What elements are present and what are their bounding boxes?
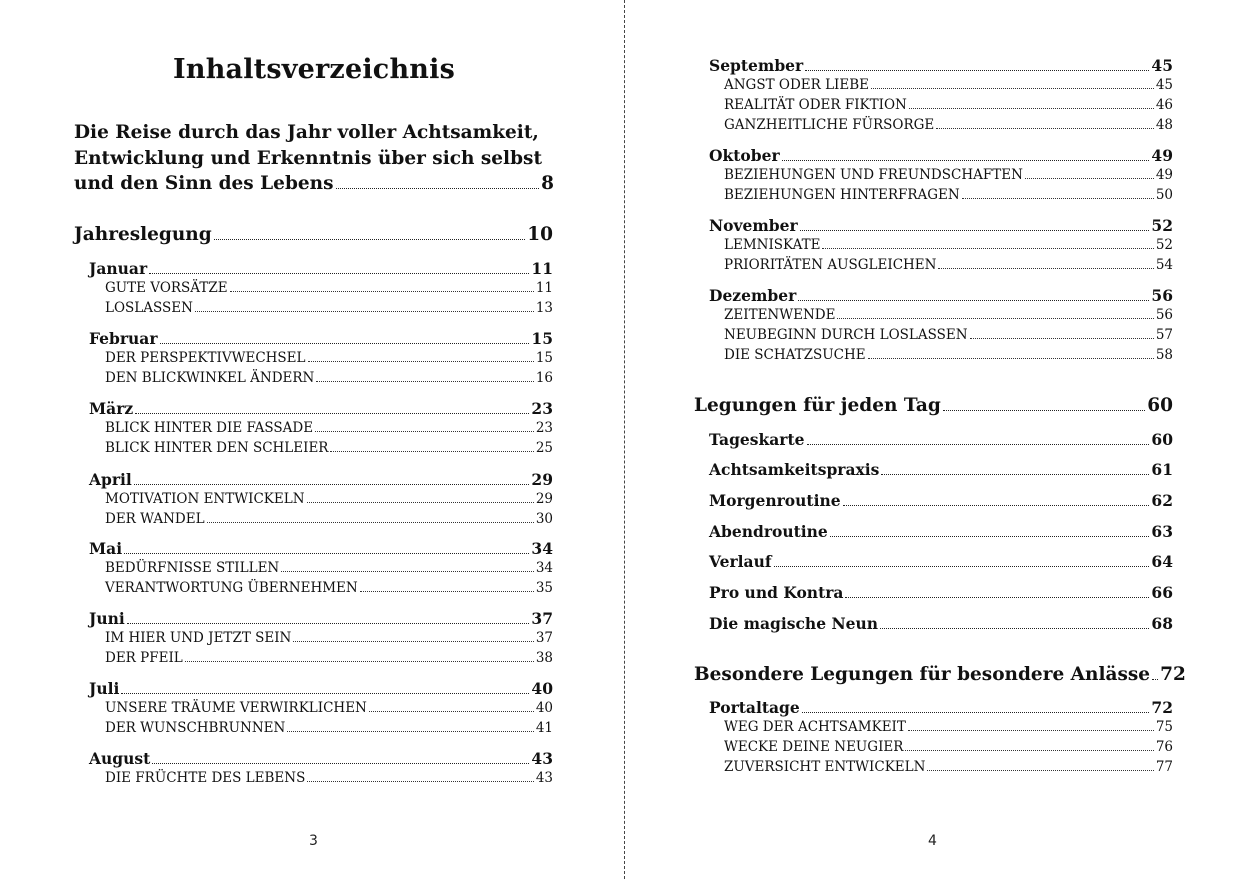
- dot-leader: [868, 348, 1154, 359]
- toc-month-april[interactable]: April 29: [89, 470, 553, 489]
- page-ref: 54: [1155, 257, 1173, 273]
- dot-leader: [936, 118, 1154, 129]
- dot-leader: [802, 700, 1150, 713]
- toc-item[interactable]: NEUBEGINN DURCH LOSLASSEN 57: [724, 327, 1173, 343]
- toc-month-juni[interactable]: Juni 37: [89, 609, 553, 628]
- page-ref: 34: [535, 560, 553, 576]
- page-ref: 75: [1155, 719, 1173, 735]
- toc-month-oktober[interactable]: Oktober 49: [709, 146, 1173, 165]
- toc-month-november[interactable]: November 52: [709, 216, 1173, 235]
- dot-leader: [230, 281, 534, 292]
- intro-line-1: Die Reise durch das Jahr voller Achtsamkeit,: [74, 122, 539, 143]
- toc-item[interactable]: DER WUNSCHBRUNNEN 41: [105, 720, 553, 736]
- left-page: [0, 0, 624, 879]
- toc-group-portaltage[interactable]: Portaltage 72: [709, 698, 1173, 717]
- dot-leader: [281, 561, 534, 572]
- dot-leader: [962, 188, 1154, 199]
- page-ref: 72: [1151, 698, 1173, 717]
- page-ref: 66: [1151, 583, 1173, 602]
- page-divider: [624, 0, 625, 879]
- toc-item[interactable]: BEDÜRFNISSE STILLEN 34: [105, 560, 553, 576]
- toc-item[interactable]: IM HIER UND JETZT SEIN 37: [105, 630, 553, 646]
- page-ref: 46: [1155, 97, 1173, 113]
- page-ref: 77: [1155, 759, 1173, 775]
- dot-leader: [307, 492, 534, 503]
- page-ref: 8: [541, 173, 554, 194]
- dot-leader: [774, 554, 1150, 567]
- page-ref: 60: [1151, 430, 1173, 449]
- page-ref: 15: [535, 350, 553, 366]
- page-ref: 23: [531, 399, 553, 418]
- page-ref: 63: [1151, 522, 1173, 541]
- toc-intro-entry[interactable]: [74, 120, 554, 197]
- page-number: 3: [309, 833, 318, 849]
- dot-leader: [800, 218, 1150, 231]
- toc-item[interactable]: GANZHEITLICHE FÜRSORGE 48: [724, 117, 1173, 133]
- page-ref: 29: [535, 491, 553, 507]
- dot-leader: [843, 493, 1150, 506]
- page-ref: 23: [535, 420, 553, 436]
- page-ref: 57: [1155, 327, 1173, 343]
- toc-item[interactable]: WECKE DEINE NEUGIER 76: [724, 739, 1173, 755]
- dot-leader: [871, 78, 1154, 89]
- page-ref: 38: [535, 650, 553, 666]
- page-ref: 76: [1155, 739, 1173, 755]
- toc-item[interactable]: MOTIVATION ENTWICKELN 29: [105, 491, 553, 507]
- dot-leader: [316, 371, 533, 382]
- page-ref: 29: [531, 470, 553, 489]
- dot-leader: [970, 328, 1154, 339]
- dot-leader: [905, 740, 1153, 751]
- dot-leader: [134, 472, 530, 485]
- dot-leader: [330, 441, 533, 452]
- dot-leader: [943, 396, 1145, 411]
- page-ref: 15: [531, 329, 553, 348]
- page-ref: 40: [535, 700, 553, 716]
- toc-daily-item[interactable]: Morgenroutine 62: [709, 491, 1173, 510]
- page-ref: 30: [535, 511, 553, 527]
- dot-leader: [124, 541, 529, 554]
- toc-daily-item[interactable]: Verlauf 64: [709, 552, 1173, 571]
- page-ref: 62: [1151, 491, 1173, 510]
- dot-leader: [938, 258, 1153, 269]
- dot-leader: [127, 611, 530, 624]
- toc-item[interactable]: REALITÄT ODER FIKTION 46: [724, 97, 1173, 113]
- toc-month-maerz[interactable]: März 23: [89, 399, 553, 418]
- toc-section-jahreslegung[interactable]: Jahreslegung 10: [74, 224, 553, 245]
- page-ref: 52: [1151, 216, 1173, 235]
- toc-section-daily[interactable]: Legungen für jeden Tag 60: [694, 395, 1173, 416]
- dot-leader: [207, 512, 534, 523]
- page-ref: 56: [1151, 286, 1173, 305]
- dot-leader: [807, 432, 1150, 445]
- dot-leader: [308, 351, 534, 362]
- toc-item[interactable]: LEMNISKATE 52: [724, 237, 1173, 253]
- page-ref: 25: [535, 440, 553, 456]
- page-ref: 41: [535, 720, 553, 736]
- page-ref: 45: [1151, 56, 1173, 75]
- dot-leader: [805, 58, 1149, 71]
- dot-leader: [307, 771, 533, 782]
- toc-item[interactable]: DEN BLICKWINKEL ÄNDERN 16: [105, 370, 553, 386]
- intro-line-3: und den Sinn des Lebens 8: [74, 171, 554, 197]
- page-ref: 68: [1151, 614, 1173, 633]
- dot-leader: [830, 524, 1150, 537]
- page-ref: 37: [531, 609, 553, 628]
- toc-item[interactable]: DER PFEIL 38: [105, 650, 553, 666]
- dot-leader: [214, 225, 526, 240]
- page-ref: 64: [1151, 552, 1173, 571]
- intro-line-2: Entwicklung und Erkenntnis über sich selbst: [74, 147, 542, 169]
- toc-item[interactable]: ZEITENWENDE 56: [724, 307, 1173, 323]
- dot-leader: [121, 681, 529, 694]
- page-ref: 13: [535, 300, 553, 316]
- toc-item[interactable]: DER PERSPEKTIVWECHSEL 15: [105, 350, 553, 366]
- toc-daily-item[interactable]: Tageskarte 60: [709, 430, 1173, 449]
- dot-leader: [135, 401, 529, 414]
- toc-item[interactable]: WEG DER ACHTSAMKEIT 75: [724, 719, 1173, 735]
- toc-month-september[interactable]: September 45: [709, 56, 1173, 75]
- page-ref: 11: [535, 280, 553, 296]
- toc-month-juli[interactable]: Juli 40: [89, 679, 553, 698]
- dot-leader: [822, 238, 1153, 249]
- page-ref: 72: [1160, 664, 1186, 685]
- dot-leader: [908, 720, 1154, 731]
- toc-item[interactable]: ZUVERSICHT ENTWICKELN 77: [724, 759, 1173, 775]
- page-title: Inhaltsverzeichnis: [173, 54, 455, 85]
- toc-item[interactable]: UNSERE TRÄUME VERWIRKLICHEN 40: [105, 700, 553, 716]
- dot-leader: [927, 760, 1153, 771]
- dot-leader: [881, 462, 1149, 475]
- page-ref: 60: [1147, 395, 1173, 416]
- toc-daily-item[interactable]: Pro und Kontra 66: [709, 583, 1173, 602]
- page-ref: 40: [531, 679, 553, 698]
- toc-item[interactable]: GUTE VORSÄTZE 11: [105, 280, 553, 296]
- toc-item[interactable]: BEZIEHUNGEN UND FREUNDSCHAFTEN 49: [724, 167, 1173, 183]
- toc-item[interactable]: BEZIEHUNGEN HINTERFRAGEN 50: [724, 187, 1173, 203]
- dot-leader: [152, 751, 529, 764]
- dot-leader: [293, 631, 533, 642]
- toc-daily-item[interactable]: Abendroutine 63: [709, 522, 1173, 541]
- page-ref: 35: [535, 580, 553, 596]
- dot-leader: [798, 288, 1149, 301]
- dot-leader: [195, 301, 534, 312]
- toc-month-dezember[interactable]: Dezember 56: [709, 286, 1173, 305]
- dot-leader: [315, 421, 534, 432]
- dot-leader: [1152, 665, 1158, 680]
- toc-item[interactable]: LOSLASSEN 13: [105, 300, 553, 316]
- toc-item[interactable]: BLICK HINTER DIE FASSADE 23: [105, 420, 553, 436]
- toc-section-special[interactable]: Besondere Legungen für besondere Anlässe 72: [694, 664, 1186, 685]
- toc-item[interactable]: DIE SCHATZSUCHE 58: [724, 347, 1173, 363]
- dot-leader: [185, 651, 534, 662]
- toc-month-august[interactable]: August 43: [89, 749, 553, 768]
- dot-leader: [782, 148, 1150, 161]
- toc-month-mai[interactable]: Mai 34: [89, 539, 553, 558]
- page-ref: 16: [535, 370, 553, 386]
- dot-leader: [845, 585, 1149, 598]
- toc-item[interactable]: DER WANDEL 30: [105, 511, 553, 527]
- toc-month-januar[interactable]: Januar 11: [89, 259, 553, 278]
- toc-item[interactable]: PRIORITÄTEN AUSGLEICHEN 54: [724, 257, 1173, 273]
- page-ref: 49: [1155, 167, 1173, 183]
- page-ref: 43: [535, 770, 553, 786]
- dot-leader: [336, 174, 540, 189]
- toc-item[interactable]: DIE FRÜCHTE DES LEBENS 43: [105, 770, 553, 786]
- dot-leader: [360, 581, 534, 592]
- dot-leader: [287, 721, 534, 732]
- page-ref: 61: [1151, 460, 1173, 479]
- page-ref: 10: [527, 224, 553, 245]
- dot-leader: [369, 701, 534, 712]
- dot-leader: [1025, 168, 1154, 179]
- dot-leader: [837, 308, 1153, 319]
- toc-item[interactable]: VERANTWORTUNG ÜBERNEHMEN 35: [105, 580, 553, 596]
- toc-daily-item[interactable]: Achtsamkeitspraxis 61: [709, 460, 1173, 479]
- toc-item[interactable]: BLICK HINTER DEN SCHLEIER 25: [105, 440, 553, 456]
- dot-leader: [909, 98, 1154, 109]
- dot-leader: [880, 616, 1149, 629]
- page-number: 4: [928, 833, 937, 849]
- page-ref: 11: [531, 259, 553, 278]
- page-ref: 34: [531, 539, 553, 558]
- page-ref: 37: [535, 630, 553, 646]
- dot-leader: [149, 261, 529, 274]
- toc-month-februar[interactable]: Februar 15: [89, 329, 553, 348]
- page-ref: 50: [1155, 187, 1173, 203]
- page-ref: 48: [1155, 117, 1173, 133]
- page-ref: 58: [1155, 347, 1173, 363]
- dot-leader: [160, 331, 530, 344]
- page-ref: 52: [1155, 237, 1173, 253]
- page-ref: 49: [1151, 146, 1173, 165]
- page-ref: 45: [1155, 77, 1173, 93]
- page-ref: 43: [531, 749, 553, 768]
- page-ref: 56: [1155, 307, 1173, 323]
- toc-item[interactable]: ANGST ODER LIEBE 45: [724, 77, 1173, 93]
- toc-daily-item[interactable]: Die magische Neun 68: [709, 614, 1173, 633]
